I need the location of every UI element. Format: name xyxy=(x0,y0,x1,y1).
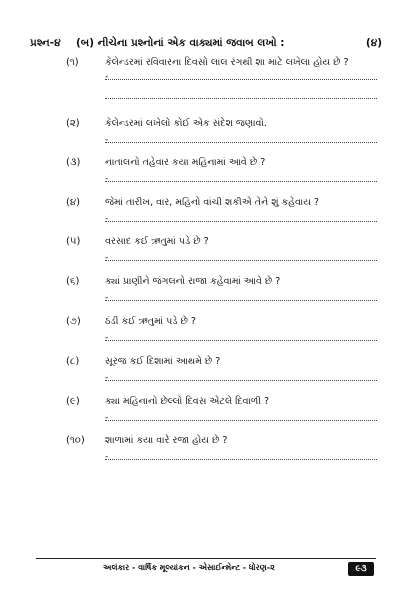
question-number: પ્રશ્ન-૪ xyxy=(30,37,61,49)
question-num: (૬) xyxy=(66,276,80,287)
answer-line[interactable]: - xyxy=(105,260,377,261)
answer-line[interactable]: - xyxy=(105,459,377,460)
answer-line[interactable]: - xyxy=(105,300,377,301)
answer-line[interactable]: - xyxy=(105,420,377,421)
question-text: નાતાલનો તહેવાર કયા મહિનામાં આવે છે ? xyxy=(105,157,266,168)
question-text: ક્યા મહિનાનો છેલ્લો દિવસ એટલે દિવાળી ? xyxy=(105,396,270,407)
answer-line[interactable]: - xyxy=(105,79,377,80)
question-num: (૩) xyxy=(66,157,81,168)
answer-line[interactable]: - xyxy=(105,340,377,341)
question-num: (૪) xyxy=(66,197,81,208)
answer-line[interactable]: - xyxy=(105,380,377,381)
answer-line[interactable]: - xyxy=(105,142,377,143)
question-text: જેમાં તારીખ, વાર, મહિનો વાંચી શકીએ તેને શું કહેવાય ? xyxy=(105,197,320,208)
answer-line[interactable]: - xyxy=(105,221,377,222)
question-num: (૧૦) xyxy=(66,435,85,446)
question-text: ઠંડી કઈ ઋતુમાં પડે છે ? xyxy=(105,316,196,327)
instruction-text: (બ) નીચેના પ્રશ્નોનાં એક વાક્યમાં જવાબ લખો : xyxy=(76,37,285,49)
question-num: (૨) xyxy=(66,118,80,129)
marks-label: (૪) xyxy=(365,37,382,49)
question-num: (૮) xyxy=(66,356,80,367)
answer-line[interactable] xyxy=(105,98,377,99)
footer-divider xyxy=(36,558,376,559)
question-header xyxy=(30,37,382,53)
question-text: સૂરજ કઈ દિશામાં આથમે છે ? xyxy=(105,356,221,367)
question-num: (૭) xyxy=(66,316,81,327)
footer-title: અલંકાર - વાર્ષિક મૂલ્યાંકન - એસાઈન્મેન્ટ - ધોરણ-૨ xyxy=(103,563,275,572)
question-num: (૫) xyxy=(66,236,81,247)
question-text: શાળામાં કયા વારે રજા હોય છે ? xyxy=(105,435,228,446)
question-text: કેલેન્ડરમાં લખેલો કોઈ એક સંદેશ જણાવો. xyxy=(105,118,267,129)
answer-line[interactable]: - xyxy=(105,181,377,182)
question-text: વરસાદ કઈ ઋતુમાં પડે છે ? xyxy=(105,236,209,247)
question-num: (૧) xyxy=(66,57,79,68)
question-num: (૯) xyxy=(66,396,80,407)
question-text: કેલેન્ડરમાં રવિવારના દિવસો લાલ રંગથી શા માટે લખેલા હોય છે ? xyxy=(105,57,349,68)
page-number-badge: ૯૩ xyxy=(348,562,374,576)
question-text: ક્યાં પ્રાણીને જંગલનો રાજા કહેવામાં આવે છે ? xyxy=(105,276,281,287)
